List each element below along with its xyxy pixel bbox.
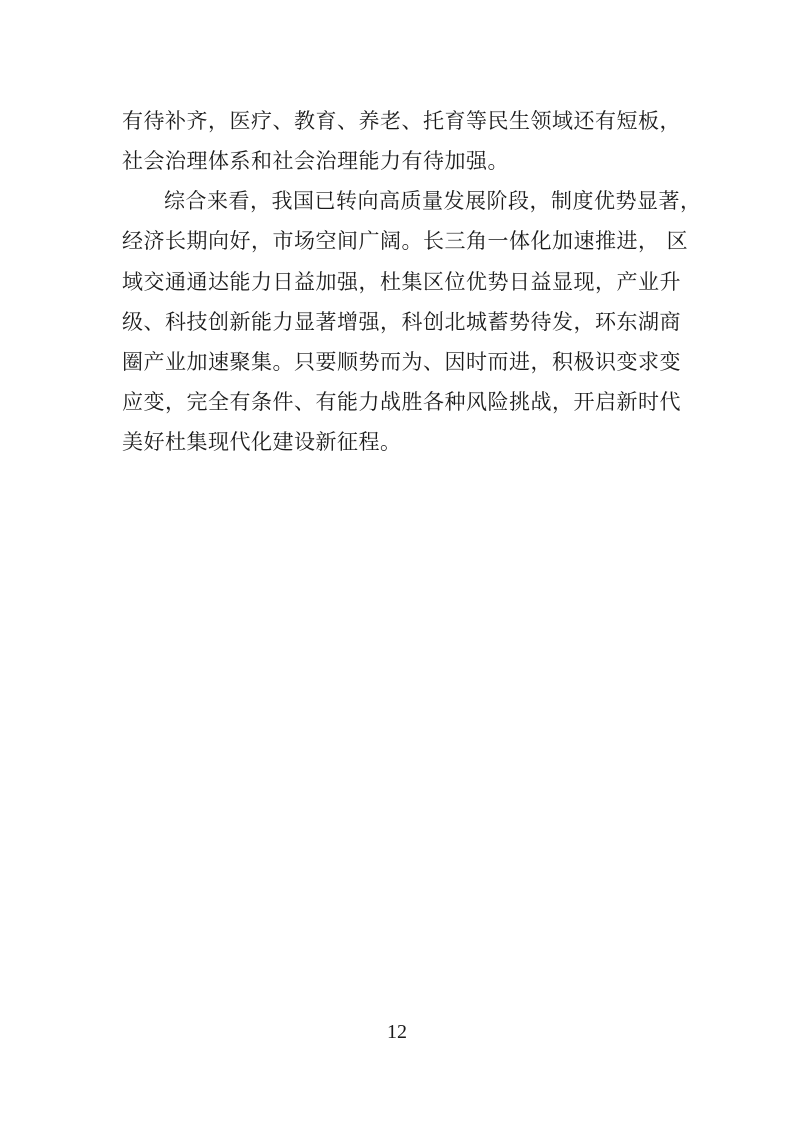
paragraph-2-line-1: 综合来看，我国已转向高质量发展阶段，制度优势显著， [164,189,702,213]
paragraph-2-line-7: 美好杜集现代化建设新征程。 [122,430,402,454]
paragraph-2-line-3: 域交通通达能力日益加强，杜集区位优势日益显现，产业升 [122,270,681,294]
paragraph-2-line-4: 级、科技创新能力显著增强，科创北城蓄势待发，环东湖商 [122,310,681,334]
page-number: 12 [387,1021,407,1043]
paragraph-2-line-2: 经济长期向好，市场空间广阔。长三角一体化加速推进， 区 [122,229,689,253]
paragraph-1-line-1: 有待补齐，医疗、教育、养老、托育等民生领域还有短板， [122,109,681,133]
paragraph-2-line-6: 应变，完全有条件、有能力战胜各种风险挑战，开启新时代 [122,390,681,414]
paragraph-1-line-2: 社会治理体系和社会治理能力有待加强。 [122,149,509,173]
paragraph-2-line-5: 圈产业加速聚集。只要顺势而为、因时而进，积极识变求变 [122,350,681,374]
